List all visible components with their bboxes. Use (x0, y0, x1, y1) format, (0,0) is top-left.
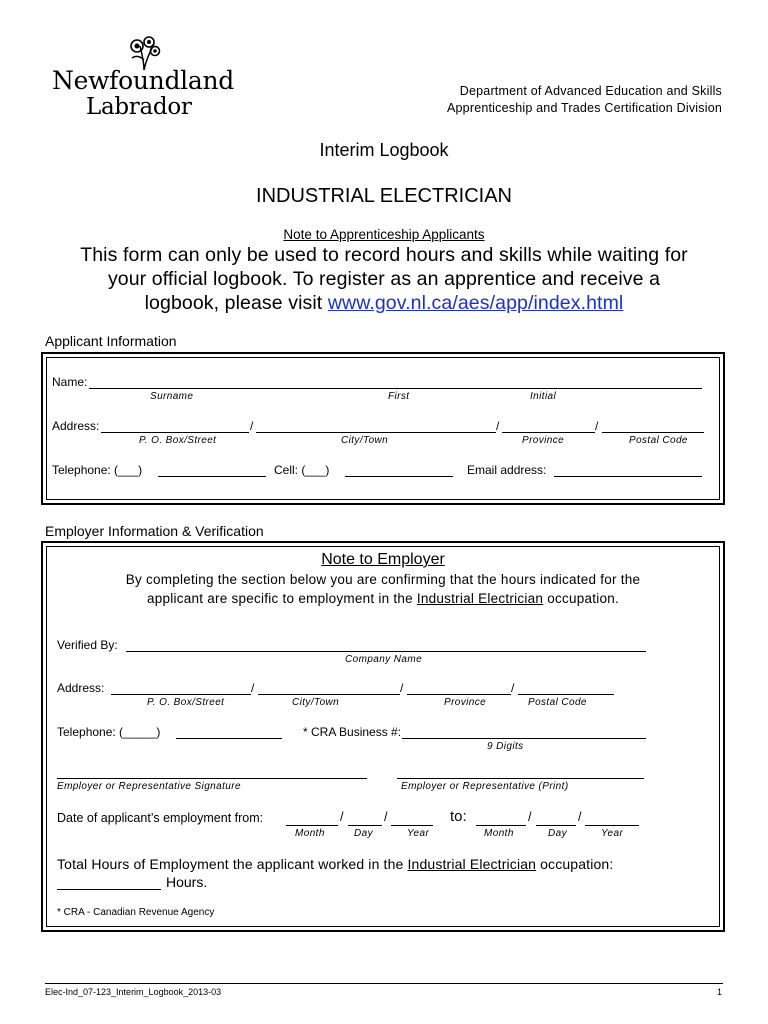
to-year-field[interactable] (585, 825, 639, 826)
applicant-note-line-2: your official logbook. To register as an apprentice and receive a (107, 268, 661, 290)
print-name-sub: Employer or Representative (Print) (401, 781, 569, 792)
employer-street-sub: P. O. Box/Street (147, 697, 225, 708)
applicant-city-sub: City/Town (341, 435, 389, 446)
total-hours-text (57, 856, 613, 872)
from-date-slash-1: / (340, 810, 344, 824)
applicant-note-line-3 (0, 292, 768, 315)
employer-postal-field[interactable] (518, 694, 614, 695)
applicant-address-slash-3: / (595, 419, 599, 433)
applicant-address-slash-2: / (496, 419, 500, 433)
applicant-street-sub: P. O. Box/Street (139, 435, 217, 446)
employer-note-line-1: By completing the section below you are confirming that the hours indicated for the (125, 572, 641, 587)
total-hours-suffix: occupation: (536, 856, 614, 872)
employer-address-slash-1: / (251, 681, 255, 695)
from-day-field[interactable] (348, 825, 382, 826)
from-month-sub: Month (295, 828, 325, 839)
applicant-telephone-field[interactable] (158, 476, 266, 477)
applicant-section-title: Applicant Information (45, 333, 177, 349)
footer-doc-id: Elec-Ind_07-123_Interim_Logbook_2013-03 (45, 987, 222, 997)
employer-note-line-2-suffix: occupation. (543, 591, 619, 606)
hours-label: Hours. (166, 874, 208, 890)
to-label: to: (450, 808, 467, 825)
employer-city-sub: City/Town (292, 697, 340, 708)
to-month-sub: Month (484, 828, 514, 839)
trade-title: INDUSTRIAL ELECTRICIAN (256, 185, 512, 207)
cra-business-field[interactable] (402, 738, 646, 739)
employer-note-occupation: Industrial Electrician (416, 591, 544, 606)
logo-wordmark-newfoundland: Newfoundland (52, 66, 234, 95)
applicant-note-heading: Note to Apprenticeship Applicants (283, 227, 485, 242)
from-year-field[interactable] (391, 825, 433, 826)
from-day-sub: Day (354, 828, 373, 839)
from-date-slash-2: / (384, 810, 388, 824)
employment-date-label: Date of applicant’s employment from: (57, 811, 264, 825)
applicant-postal-field[interactable] (602, 432, 704, 433)
total-hours-prefix: Total Hours of Employment the applicant worked in the (57, 856, 408, 872)
cra-footnote: * CRA - Canadian Revenue Agency (57, 907, 215, 918)
cra-business-label: * CRA Business #: (303, 725, 402, 739)
registration-link[interactable]: www.gov.nl.ca/aes/app/index.html (327, 292, 624, 314)
footer-page-number: 1 (716, 987, 722, 997)
applicant-city-field[interactable] (256, 432, 496, 433)
employer-address-slash-3: / (511, 681, 515, 695)
logo (52, 36, 232, 122)
signature-sub: Employer or Representative Signature (57, 781, 241, 792)
applicant-telephone-label: Telephone: (___) (52, 463, 143, 477)
employer-street-field[interactable] (111, 694, 251, 695)
applicant-name-field[interactable] (89, 388, 702, 389)
applicant-cell-label: Cell: (___) (274, 463, 330, 477)
employer-address-slash-2: / (400, 681, 404, 695)
employer-note-heading: Note to Employer (321, 551, 445, 568)
employer-note-line-2 (41, 591, 725, 606)
division-line: Apprenticeship and Trades Certification Division (446, 101, 722, 115)
applicant-cell-field[interactable] (345, 476, 453, 477)
from-month-field[interactable] (286, 825, 338, 826)
employer-telephone-label: Telephone: (_____) (57, 725, 161, 739)
from-year-sub: Year (407, 828, 430, 839)
page-title: Interim Logbook (319, 140, 449, 160)
nine-digits-sub: 9 Digits (487, 741, 524, 752)
applicant-note-line-3-prefix: logbook, please visit (144, 292, 328, 314)
total-hours-field[interactable] (57, 889, 161, 890)
applicant-province-sub: Province (522, 435, 565, 446)
applicant-address-slash-1: / (250, 419, 254, 433)
applicant-address-label: Address: (52, 419, 100, 433)
applicant-email-label: Email address: (467, 463, 547, 477)
applicant-province-field[interactable] (502, 432, 595, 433)
signature-field[interactable] (57, 778, 367, 779)
applicant-box-inner (46, 357, 720, 500)
applicant-surname-sub: Surname (150, 391, 194, 402)
to-year-sub: Year (601, 828, 624, 839)
employer-note-line-2-prefix: applicant are specific to employment in the (146, 591, 417, 606)
to-month-field[interactable] (476, 825, 526, 826)
print-name-field[interactable] (397, 778, 644, 779)
department-line: Department of Advanced Education and Skills (459, 84, 722, 98)
applicant-street-field[interactable] (101, 432, 249, 433)
logo-wordmark-labrador: Labrador (86, 94, 192, 120)
applicant-postal-sub: Postal Code (629, 435, 688, 446)
pitcher-plant-logo-icon (122, 36, 166, 70)
to-date-slash-2: / (578, 810, 582, 824)
to-date-slash-1: / (528, 810, 532, 824)
to-day-sub: Day (548, 828, 567, 839)
employer-address-label: Address: (57, 681, 105, 695)
applicant-email-field[interactable] (554, 476, 702, 477)
applicant-first-sub: First (388, 391, 410, 402)
company-name-sub: Company Name (345, 654, 423, 665)
employer-city-field[interactable] (258, 694, 400, 695)
applicant-initial-sub: Initial (530, 391, 557, 402)
employer-province-field[interactable] (407, 694, 511, 695)
to-day-field[interactable] (536, 825, 576, 826)
verified-by-label: Verified By: (57, 638, 118, 652)
applicant-name-label: Name: (52, 375, 88, 389)
verified-by-field[interactable] (126, 651, 646, 652)
total-hours-occupation: Industrial Electrician (407, 856, 537, 872)
footer-rule (45, 983, 723, 984)
applicant-note-line-1: This form can only be used to record hours and skills while waiting for (80, 244, 688, 266)
employer-section-title: Employer Information & Verification (45, 523, 264, 539)
employer-postal-sub: Postal Code (528, 697, 587, 708)
employer-province-sub: Province (444, 697, 487, 708)
employer-telephone-field[interactable] (176, 738, 282, 739)
